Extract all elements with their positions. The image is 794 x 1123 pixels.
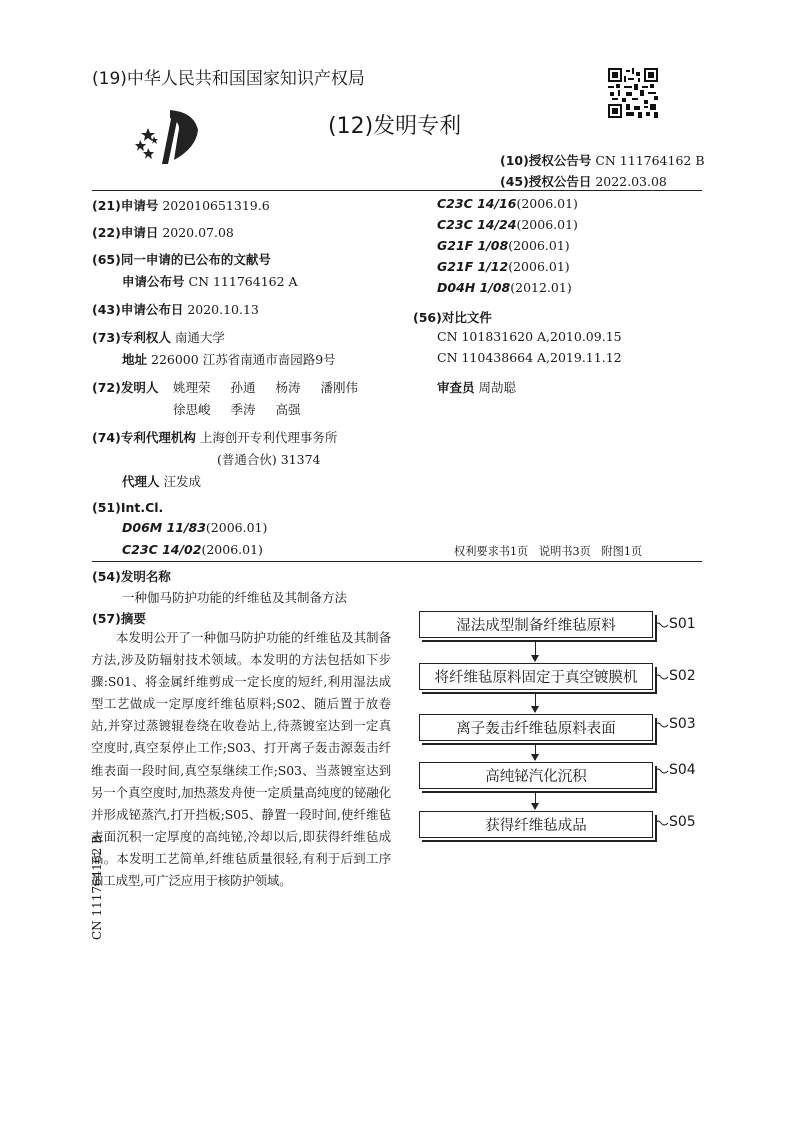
publication-date-value: 2020.10.13	[187, 302, 259, 317]
intcl-version: (2006.01)	[205, 520, 268, 535]
address-label: 地址	[122, 352, 148, 367]
agent-label: 代理人	[122, 474, 160, 489]
class-row	[437, 280, 572, 295]
page-count-note: 权利要求书1页 说明书3页 附图1页	[454, 545, 643, 558]
flowchart-arrow	[535, 791, 536, 809]
intcl-code: D06M 11/83	[122, 520, 206, 535]
class-row	[437, 196, 578, 211]
leader-tilde-icon	[655, 819, 669, 829]
qr-code	[608, 68, 658, 118]
invention-title-label: (54)发明名称	[92, 569, 171, 584]
address-value: 226000 江苏省南通市啬园路9号	[151, 352, 336, 367]
qr-code-icon	[608, 68, 658, 118]
flowchart-step-box	[419, 714, 653, 741]
inventor-name: 潘刚伟	[320, 380, 359, 395]
class-code: G21F 1/08	[437, 238, 509, 253]
flowchart-step-label	[655, 668, 696, 684]
inventors-line-2	[173, 400, 301, 418]
agency-code: (普通合伙) 31374	[217, 452, 321, 467]
class-code: D04H 1/08	[437, 280, 511, 295]
patentee-label: (73)专利权人	[92, 330, 171, 345]
cited-document: CN 101831620 A,2010.09.15	[437, 329, 622, 344]
class-code: G21F 1/12	[437, 259, 509, 274]
examiner-value: 周劼聪	[478, 380, 517, 395]
flowchart-step-id: S02	[669, 668, 696, 684]
flowchart-step-box	[419, 811, 653, 838]
class-version: (2006.01)	[516, 196, 578, 211]
class-version: (2006.01)	[508, 238, 570, 253]
intcl-row	[122, 520, 267, 535]
grant-date-value: 2022.03.08	[595, 174, 667, 189]
class-version: (2006.01)	[516, 217, 578, 232]
cited-document: CN 110438664 A,2019.11.12	[437, 350, 622, 365]
intcl-version: (2006.01)	[201, 542, 263, 557]
address-row	[122, 350, 336, 368]
publication-number-label: 申请公布号	[122, 274, 185, 289]
inventors-line-1	[173, 378, 358, 396]
grant-date-label: (45)授权公告日	[500, 174, 592, 189]
agency-name: 上海创开专利代理事务所	[199, 430, 338, 445]
class-row	[437, 238, 570, 253]
application-date-row	[92, 223, 234, 241]
inventor-name: 高强	[275, 402, 301, 417]
flowchart-arrow	[535, 743, 536, 760]
intcl-code: C23C 14/02	[122, 542, 202, 557]
header-divider	[92, 190, 702, 191]
patentee-row	[92, 328, 225, 346]
grant-date-row	[500, 172, 667, 190]
class-row	[437, 217, 578, 232]
agent-row	[122, 472, 201, 490]
inventor-name: 姚理荣	[173, 380, 211, 395]
side-document-number: CN 111764162 B	[90, 835, 104, 940]
publication-number-value: CN 111764162 A	[188, 274, 298, 289]
flowchart-arrow	[535, 640, 536, 661]
application-number-value: 202010651319.6	[162, 198, 270, 213]
flowchart-step-text: 获得纤维毡成品	[485, 818, 587, 834]
flowchart-step-box	[419, 663, 653, 690]
flowchart-step-id: S04	[669, 762, 696, 778]
class-code: C23C 14/24	[437, 217, 517, 232]
examiner-label: 审查员	[437, 380, 475, 395]
leader-tilde-icon	[655, 767, 669, 777]
class-code: C23C 14/16	[437, 196, 517, 211]
prior-publication-label: (65)同一申请的已公布的文献号	[92, 252, 271, 267]
inventor-name: 孙通	[230, 380, 256, 395]
flowchart-step-id: S01	[669, 616, 696, 632]
flowchart-step-text: 将纤维毡原料固定于真空镀膜机	[434, 670, 638, 686]
class-row	[437, 259, 570, 274]
application-date-label: (22)申请日	[92, 225, 159, 240]
examiner-row	[437, 378, 516, 396]
flowchart-arrow	[535, 692, 536, 712]
abstract-label: (57)摘要	[92, 611, 146, 626]
intcl-label: (51)Int.Cl.	[92, 500, 164, 515]
flowchart-step-label	[655, 716, 696, 732]
application-date-value: 2020.07.08	[162, 225, 234, 240]
flowchart-step-label	[655, 762, 696, 778]
flowchart-step-id: S03	[669, 716, 696, 732]
flowchart-step-text: 湿法成型制备纤维毡原料	[456, 618, 616, 634]
inventor-name: 徐思峻	[173, 402, 211, 417]
publication-number-row	[122, 272, 298, 290]
issuing-office: (19)中华人民共和国国家知识产权局	[92, 69, 365, 89]
intcl-row	[122, 542, 263, 557]
inventors-label: (72)发明人	[92, 380, 159, 395]
patentee-value: 南通大学	[174, 330, 225, 345]
flowchart-step-box	[419, 762, 653, 789]
cited-documents-label: (56)对比文件	[413, 310, 492, 325]
grant-number-row	[500, 151, 705, 169]
flowchart-step-text: 高纯铋汽化沉积	[485, 769, 587, 785]
abstract-paragraph: 本发明公开了一种伽马防护功能的纤维毡及其制备方法,涉及防辐射技术领域。本发明的方法包括如下步骤:S01、将金属纤维剪成一定长度的短纤,利用湿法成型工艺做成一定厚度纤维毡原料;S02、随后置于放卷站,并穿过蒸镀辊卷绕在收卷站上,待蒸镀室达到一定真空度时,真空泵停止工作;S03、打开离子轰击源轰击纤维表面一段时间,真空泵继续工作;S03、当蒸镀室达到另一个真空度时,加热蒸发舟使一定质量高纯度的铋融化并形成铋蒸汽,打开挡板;S05、静置一段时间,使纤维毡表面沉积一定厚度的高纯铋,冷却以后,即获得纤维毡成品。本发明工艺简单,纤维毡质量很轻,有利于后到工序加工成型,可广泛应用于核防护领域。	[91, 630, 391, 889]
application-number-row	[92, 196, 270, 214]
inventor-name: 杨涛	[275, 380, 301, 395]
flowchart-step-label	[655, 616, 696, 632]
section-divider	[92, 561, 702, 562]
agency-label: (74)专利代理机构	[92, 430, 196, 445]
cnipa-emblem-icon	[134, 106, 206, 168]
leader-tilde-icon	[655, 673, 669, 683]
leader-tilde-icon	[655, 621, 669, 631]
agent-value: 汪发成	[163, 474, 202, 489]
cnipa-logo	[134, 106, 206, 168]
document-type: (12)发明专利	[328, 114, 462, 139]
leader-tilde-icon	[655, 721, 669, 731]
flowchart-step-box	[419, 611, 653, 638]
flowchart-step-text: 离子轰击纤维毡原料表面	[456, 721, 616, 737]
publication-date-label: (43)申请公布日	[92, 302, 184, 317]
class-version: (2012.01)	[510, 280, 572, 295]
abstract-text	[91, 627, 391, 892]
flowchart-step-id: S05	[669, 814, 696, 830]
publication-date-row	[92, 300, 259, 318]
grant-number-value: CN 111764162 B	[595, 153, 705, 168]
agency-row	[92, 428, 337, 446]
application-number-label: (21)申请号	[92, 198, 159, 213]
inventor-name: 季涛	[230, 402, 256, 417]
class-version: (2006.01)	[508, 259, 570, 274]
invention-title: 一种伽马防护功能的纤维毡及其制备方法	[122, 590, 348, 605]
grant-number-label: (10)授权公告号	[500, 153, 592, 168]
flowchart-step-label	[655, 814, 696, 830]
